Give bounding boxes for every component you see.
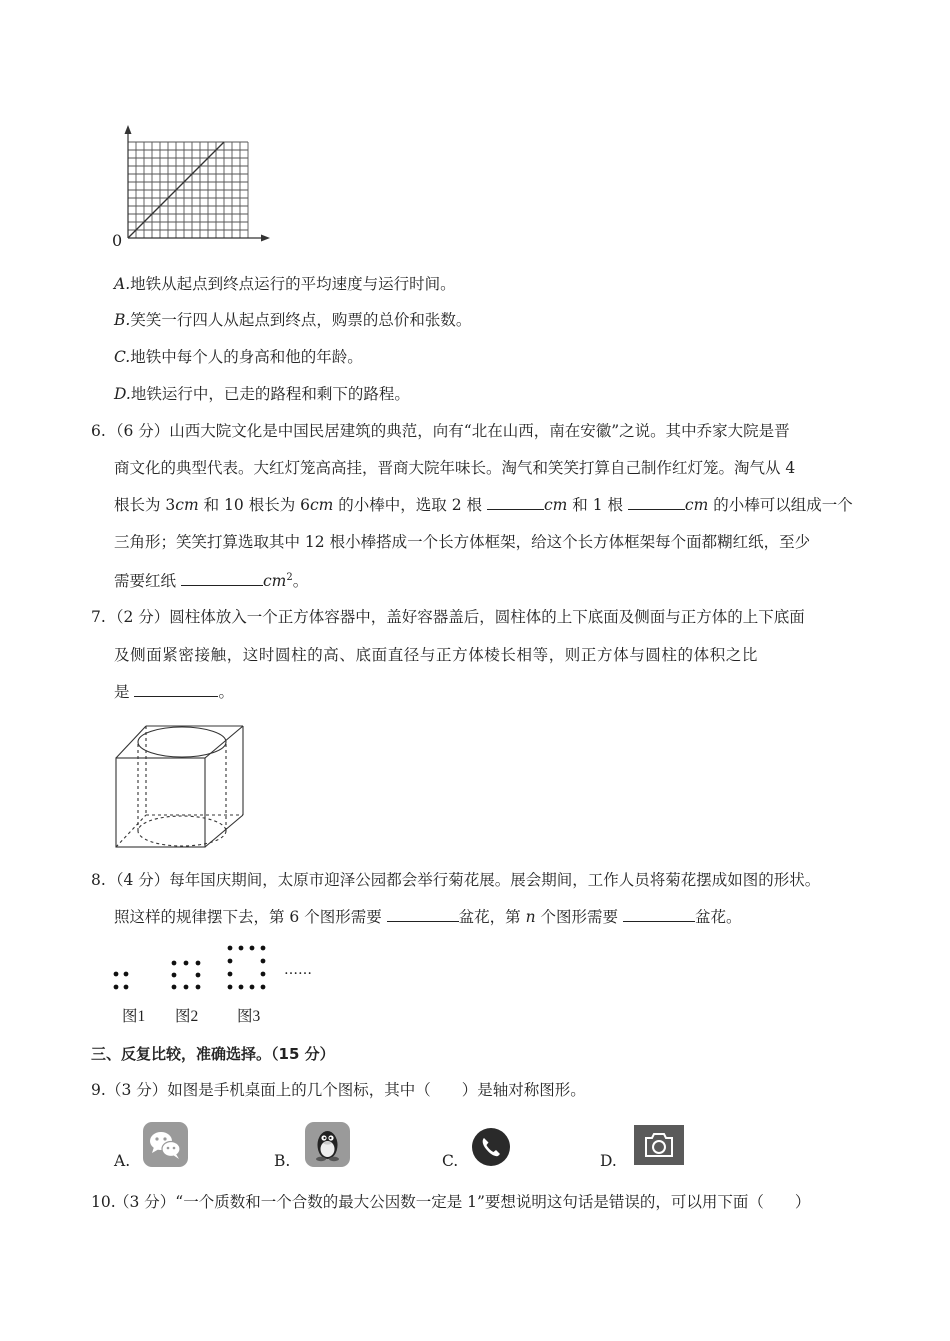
question-7-number: 7.: [91, 608, 106, 626]
question-8-number: 8.: [91, 871, 106, 889]
option-d: D.地铁运行中，已走的路程和剩下的路程。: [114, 385, 410, 403]
option-d-label: D.: [600, 1152, 617, 1170]
option-a-label: A.: [114, 1152, 131, 1170]
question-9-text: （3 分）如图是手机桌面上的几个图标，其中（ ）是轴对称图形。: [106, 1081, 586, 1099]
answer-blank[interactable]: [134, 681, 218, 697]
question-8-line2: 照这样的规律摆下去，第 6 个图形需要 盆花，第 n 个图形需要 盆花。: [114, 908, 742, 926]
answer-blank[interactable]: [628, 494, 685, 510]
section-heading: 三、反复比较，准确选择。（15 分）: [91, 1045, 335, 1063]
caption-fig2: 图2: [175, 1008, 199, 1025]
question-6-line4: 三角形；笑笑打算选取其中 12 根小棒搭成一个长方体框架，给这个长方体框架每个面都糊红纸，至少: [114, 533, 811, 551]
answer-blank[interactable]: [181, 570, 263, 586]
question-8-line1: （4 分）每年国庆期间，太原市迎泽公园都会举行菊花展。展会期间，工作人员将菊花摆成如图的形状。: [108, 871, 821, 889]
graph-origin-label: 0: [112, 231, 123, 250]
pattern-ellipsis: ……: [284, 962, 312, 978]
question-9-number: 9.: [91, 1081, 106, 1099]
question-7-line1: （2 分）圆柱体放入一个正方体容器中，盖好容器盖后，圆柱体的上下底面及侧面与正方体的上下底面: [108, 608, 805, 626]
question-6-line5: 需要红纸 $cm^2$。: [114, 572, 309, 591]
answer-blank[interactable]: [487, 494, 544, 510]
option-c-label: C.: [442, 1152, 459, 1170]
question-6-line3: 根长为 3cm 和 10 根长为 6cm 的小棒中，选取 2 根 cm 和 1 根 cm 的小棒可以组成一个: [114, 496, 853, 514]
grid-graph: [108, 124, 273, 248]
qq-icon: [305, 1122, 350, 1167]
wechat-icon: [143, 1122, 188, 1167]
answer-blank[interactable]: [623, 906, 695, 922]
question-6-line1: （6 分）山西大院文化是中国民居建筑的典范，向有“北在山西，南在安徽”之说。其中乔家大院是晋: [108, 422, 790, 440]
option-a: A.地铁从起点到终点运行的平均速度与运行时间。: [114, 275, 456, 293]
question-10-number: 10.: [91, 1193, 116, 1211]
option-b-label: B.: [274, 1152, 291, 1170]
caption-fig3: 图3: [237, 1008, 261, 1025]
phone-icon: [471, 1127, 511, 1167]
option-b: B.笑笑一行四人从起点到终点，购票的总价和张数。: [114, 311, 472, 329]
cube-cylinder-figure: [110, 718, 250, 853]
question-10-text: （3 分）“一个质数和一个合数的最大公因数一定是 1”要想说明这句话是错误的，可以用下面（ ）: [114, 1193, 811, 1211]
question-7-line2: 及侧面紧密接触，这时圆柱的高、底面直径与正方体棱长相等，则正方体与圆柱的体积之比: [114, 646, 759, 664]
question-6-line2: 商文化的典型代表。大红灯笼高高挂，晋商大院年味长。淘气和笑笑打算自己制作红灯笼。淘气从 4: [114, 459, 796, 477]
option-c: C.地铁中每个人的身高和他的年龄。: [114, 348, 363, 366]
question-7-line3: 是 。: [114, 683, 234, 701]
answer-blank[interactable]: [387, 906, 459, 922]
question-6-number: 6.: [91, 422, 106, 440]
caption-fig1: 图1: [122, 1008, 146, 1025]
camera-icon: [634, 1125, 684, 1165]
